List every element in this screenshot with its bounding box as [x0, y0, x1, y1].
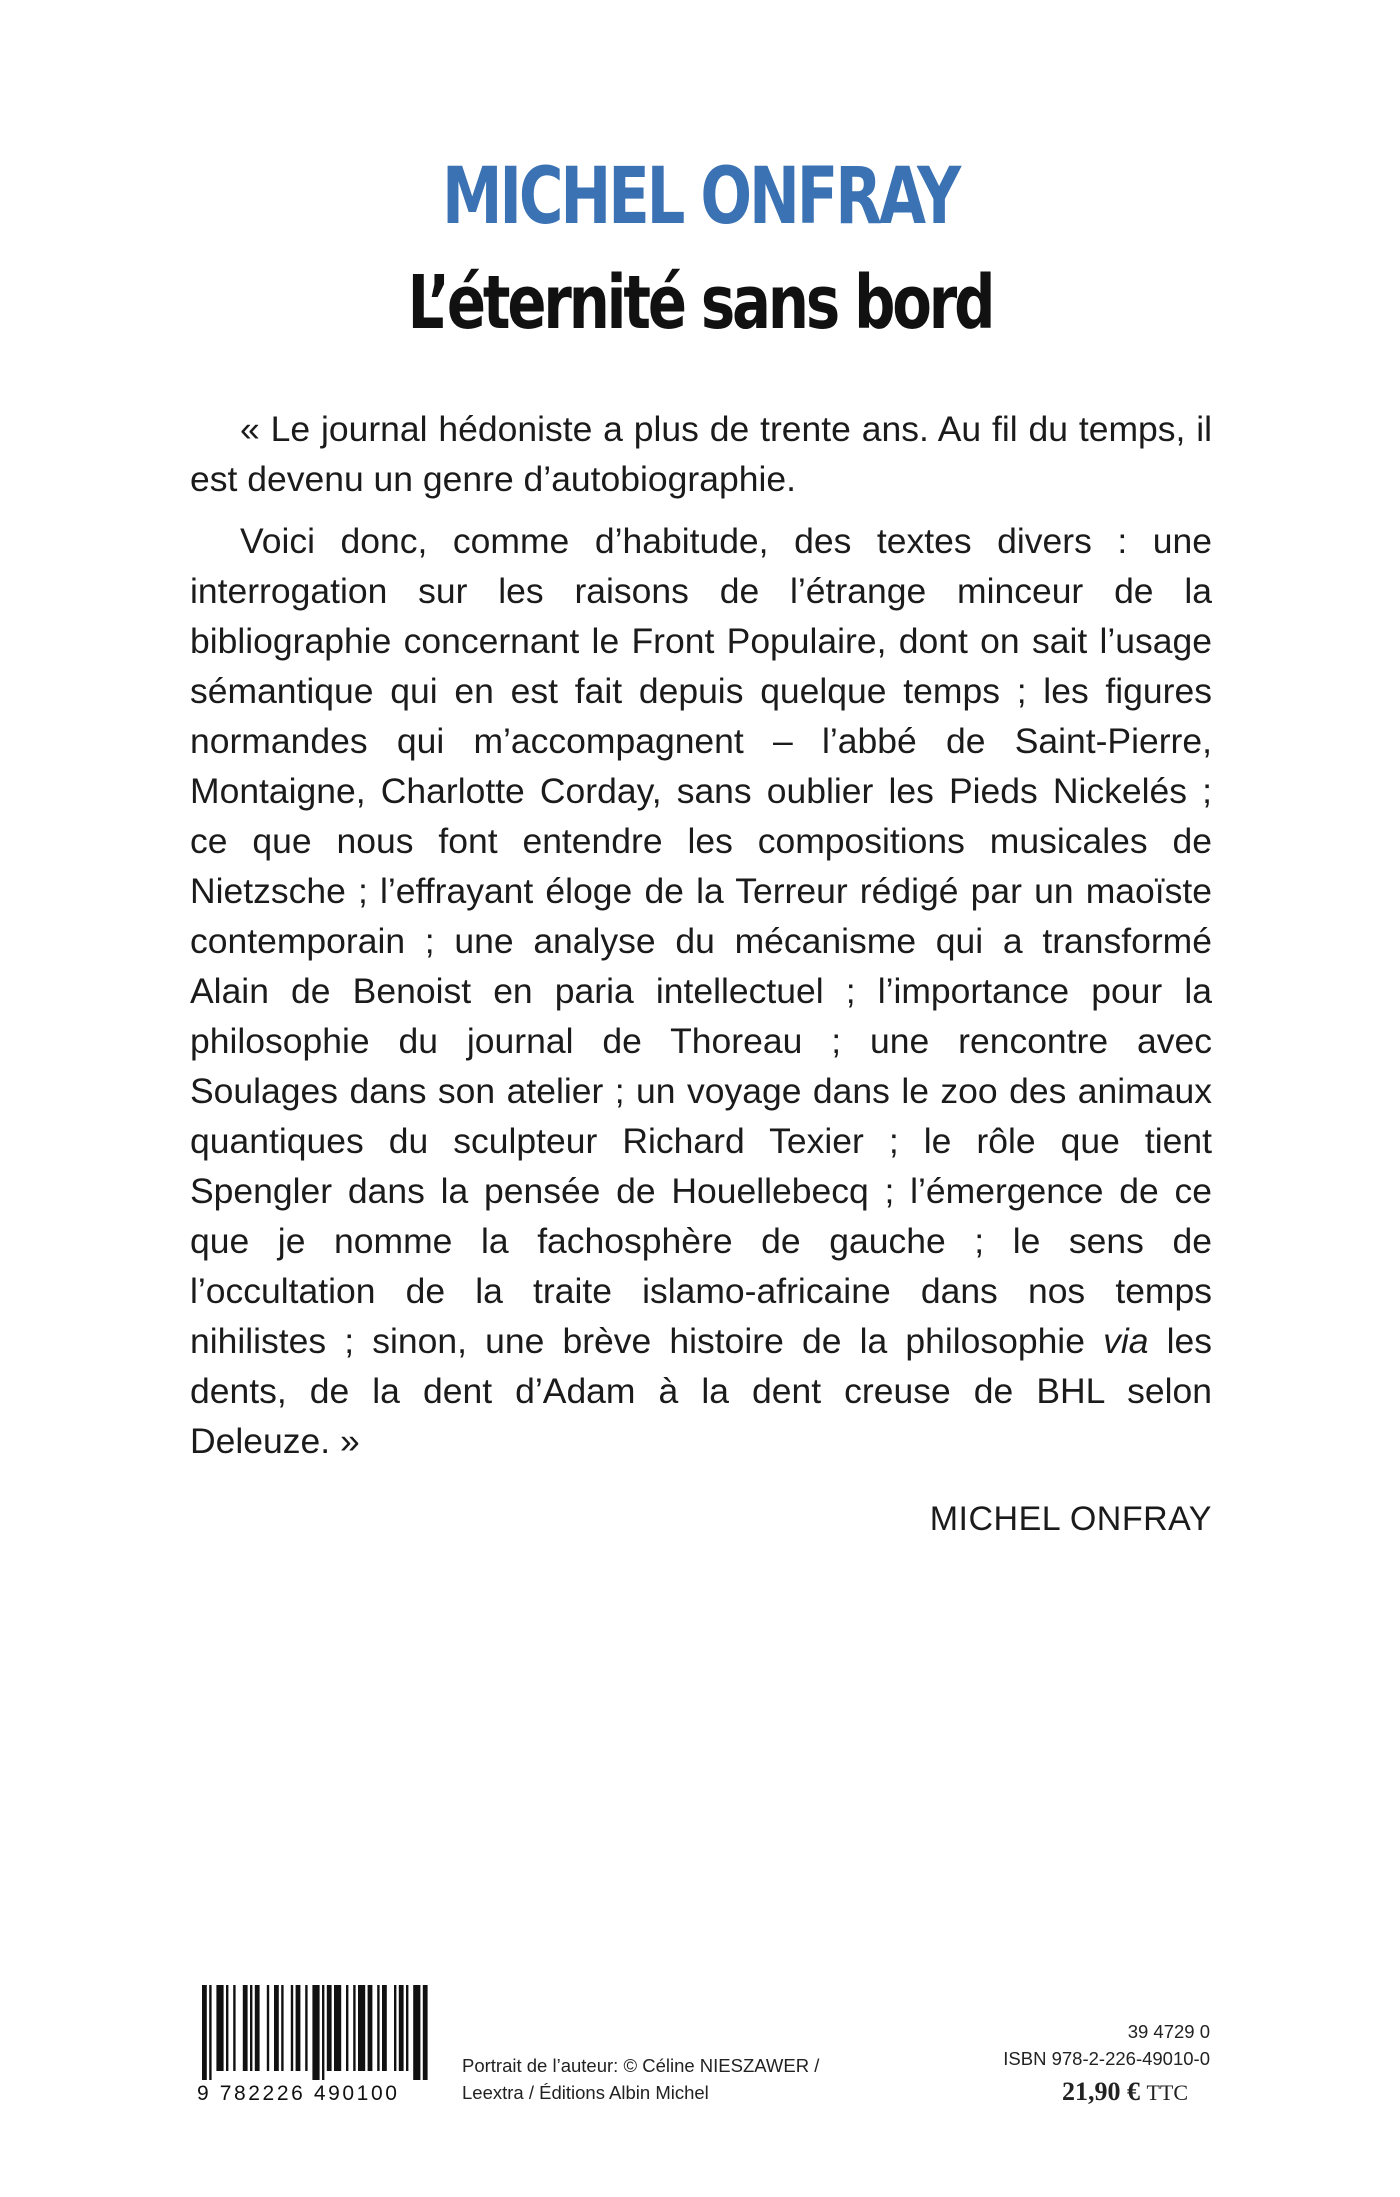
barcode-bar: [353, 1985, 355, 2071]
barcode-bar: [322, 1985, 324, 2080]
blurb-paragraph-1: « Le journal hédoniste a plus de trente ans. Au fil du temps, il est devenu un genre d’autobiographie.: [190, 409, 1212, 499]
barcode-bar: [250, 1985, 252, 2071]
product-code: 39 4729 0: [1127, 2021, 1210, 2042]
barcode-bar: [305, 1985, 307, 2071]
barcode-bar: [255, 1985, 260, 2071]
barcode-bar: [312, 1985, 319, 2080]
blurb-paragraph-2-end: les dents, de la dent d’Adam à la dent creuse de BHL selon Deleuze. »: [190, 1321, 1213, 1461]
barcode-bar: [334, 1985, 341, 2071]
book-title: L’éternité sans bord: [407, 260, 993, 346]
price-value: 21,90 €: [1061, 2077, 1140, 2106]
photo-credit-line-1: Portrait de l’auteur: © Céline NIESZAWER /: [462, 2055, 820, 2076]
barcode-bar: [243, 1985, 248, 2071]
barcode-bar: [382, 1985, 387, 2071]
barcode-bar: [267, 1985, 269, 2071]
price: [1003, 2078, 1188, 2106]
barcode-bar: [399, 1985, 404, 2071]
barcode-bar: [423, 1985, 428, 2080]
author-name: MICHEL ONFRAY: [441, 152, 959, 242]
barcode-bar: [368, 1985, 373, 2071]
blurb-italic-word: via: [1103, 1321, 1149, 1361]
barcode-bar: [281, 1985, 283, 2071]
barcode-bar: [358, 1985, 365, 2071]
barcode-bar: [377, 1985, 379, 2071]
blurb-text: [190, 404, 1212, 1466]
barcode-bar: [226, 1985, 228, 2071]
barcode-bar: [406, 1985, 408, 2071]
barcode-bar: [233, 1985, 235, 2071]
barcode-bar: [327, 1985, 332, 2071]
barcode-digits: 9 782226 490100: [197, 2082, 400, 2105]
barcode-bar: [413, 1985, 420, 2080]
barcode-bar: [296, 1985, 301, 2071]
price-box: [1003, 2018, 1210, 2106]
barcode-bar: [274, 1985, 279, 2071]
barcode-bar: [202, 1985, 207, 2080]
barcode: [202, 1985, 430, 2080]
price-suffix: TTC: [1146, 2080, 1188, 2105]
signature: MICHEL ONFRAY: [929, 1500, 1212, 1538]
photo-credit: [462, 2052, 819, 2106]
isbn: ISBN 978-2-226-49010-0: [1003, 2048, 1210, 2069]
blurb-paragraph-2-start: Voici donc, comme d’habitude, des textes divers : une interrogation sur les raisons de l’étrange minceur de la bibliographie concernant le Front Populaire, dont on sait l’usage sémantique qui en est fait depuis quelque temps ; les figures normandes qui m’accompagnent – l’abbé de Saint-Pierre, Montaigne, Charlotte Corday, sans oublier les Pieds Nickelés ; ce que nous font entendre les compositions musicales de Nietzsche ; l’effrayant éloge de la Terreur rédigé par un maoïste contemporain ; une analyse du mécanisme qui a transformé Alain de Benoist en paria intellectuel ; l’importance pour la philosophie du journal de Thoreau ; une rencontre avec Soulages dans son atelier ; un voyage dans le zoo des animaux quantiques du sculpteur Richard Texier ; le rôle que tient Spengler dans la pensée de Houellebecq ; l’émergence de ce que je nomme la fachosphère de gauche ; le sens de l’occultation de la traite islamo-africaine dans nos temps nihilistes ; sinon, une brève histoire de la philosophie: [190, 521, 1212, 1361]
barcode-bar: [209, 1985, 211, 2080]
barcode-bar: [394, 1985, 396, 2071]
photo-credit-line-2: Leextra / Éditions Albin Michel: [462, 2082, 709, 2103]
barcode-bar: [291, 1985, 293, 2071]
barcode-bar: [216, 1985, 223, 2071]
barcode-bar: [346, 1985, 348, 2071]
blurb-paragraph-2: [190, 516, 1212, 1466]
